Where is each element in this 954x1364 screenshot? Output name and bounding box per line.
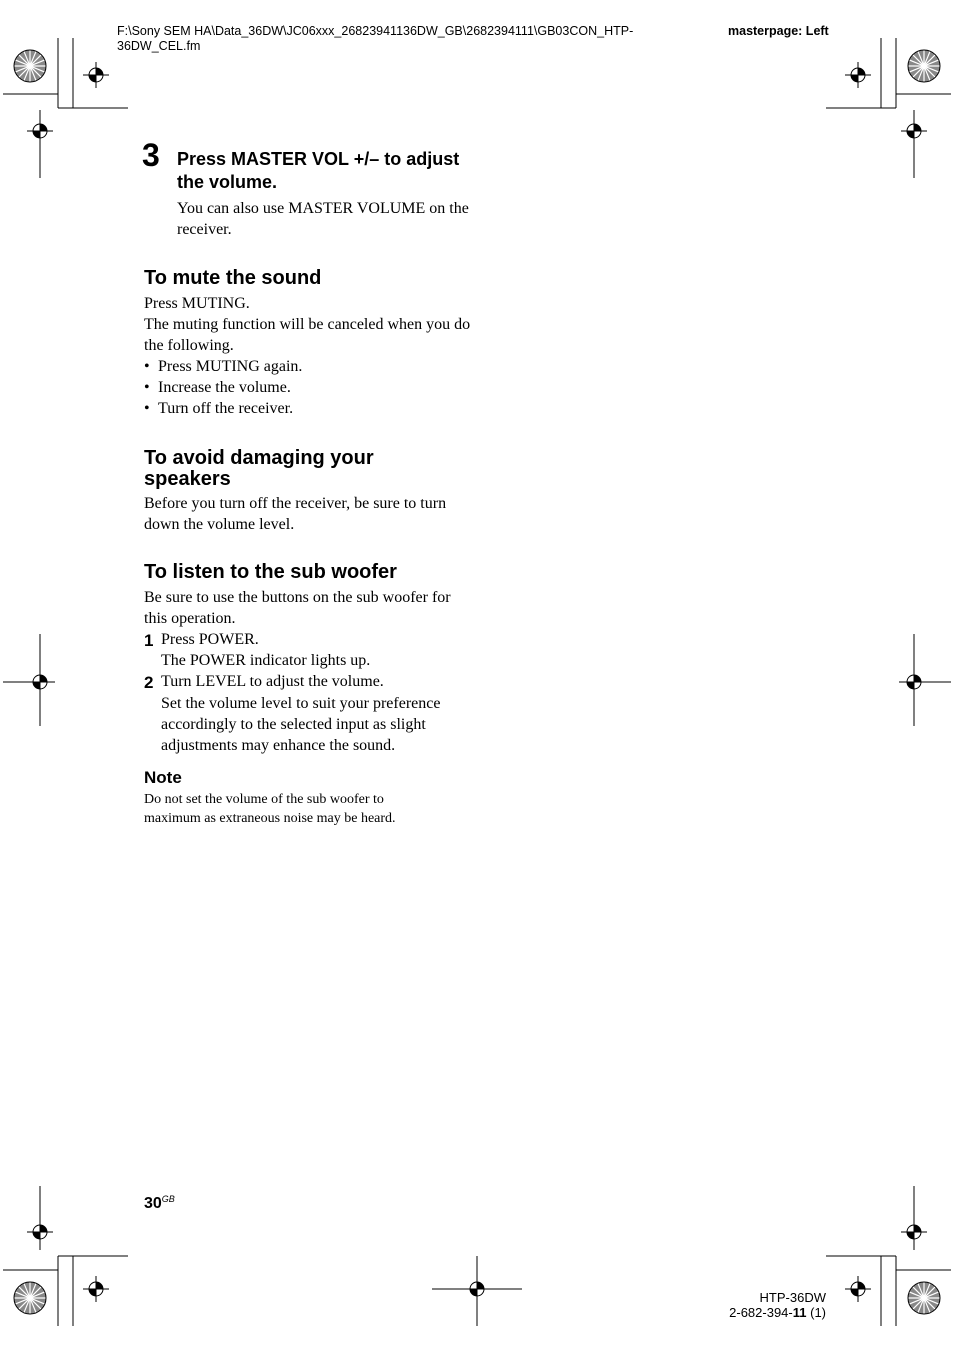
section-heading-mute: To mute the sound xyxy=(144,267,322,289)
paragraph: The muting function will be canceled when you do the following. xyxy=(144,316,471,354)
page-number: $30^{GB}$ xyxy=(144,1194,175,1212)
file-path: F:\Sony SEM HA\Data_36DW\JC06xxx_26823941136DW_GB\2682394111\GB03CON_HTP-36DW_CEL.fm xyxy=(117,24,634,53)
section-heading-avoid: To avoid damaging your speakers xyxy=(144,447,374,490)
list-item: 2 Turn LEVEL to adjust the volume. Set the volume level to suit your preference accordingly to the selected input as slight adjustments may enhance the sound. xyxy=(144,673,441,754)
crosshair-mark xyxy=(845,1276,871,1302)
list-item: • Press MUTING again. xyxy=(144,358,303,375)
step-title: Press MASTER VOL +/– to adjust the volume. xyxy=(177,149,460,192)
note-heading: Note xyxy=(144,768,182,787)
part-number: 2-682-394-11 (1) xyxy=(729,1305,826,1320)
crosshair-mark xyxy=(83,62,109,88)
section-heading-sub: To listen to the sub woofer xyxy=(144,561,397,583)
section-body-mute xyxy=(144,293,474,419)
list-item: 1 Press POWER. The POWER indicator lights up. xyxy=(144,631,371,669)
list-item: • Turn off the receiver. xyxy=(144,400,294,417)
starburst-mark-top-right xyxy=(908,50,940,82)
masterpage-label: masterpage: Left xyxy=(728,24,829,38)
step-number: 3 xyxy=(142,137,160,173)
crosshair-mark xyxy=(901,118,927,144)
starburst-mark-bottom-right xyxy=(908,1282,940,1314)
section-body-sub xyxy=(144,587,464,756)
crosshair-mark xyxy=(845,62,871,88)
starburst-mark-bottom-left xyxy=(14,1282,46,1314)
section-body-avoid: Before you turn off the receiver, be sure to turn down the volume level. xyxy=(144,495,447,533)
paragraph: Be sure to use the buttons on the sub woofer for this operation. xyxy=(144,589,451,627)
model-name: HTP-36DW xyxy=(759,1290,826,1305)
step-body: You can also use MASTER VOLUME on the receiver. xyxy=(177,200,469,238)
note-body: Do not set the volume of the sub woofer to maximum as extraneous noise may be heard. xyxy=(144,792,396,826)
crosshair-mark xyxy=(27,1219,53,1245)
paragraph: Press MUTING. xyxy=(144,295,250,312)
crosshair-mark xyxy=(27,118,53,144)
list-item: • Increase the volume. xyxy=(144,379,291,396)
crosshair-mark xyxy=(901,1219,927,1245)
crosshair-mark xyxy=(83,1276,109,1302)
starburst-mark-top-left xyxy=(14,50,46,82)
model-info xyxy=(700,1290,826,1320)
